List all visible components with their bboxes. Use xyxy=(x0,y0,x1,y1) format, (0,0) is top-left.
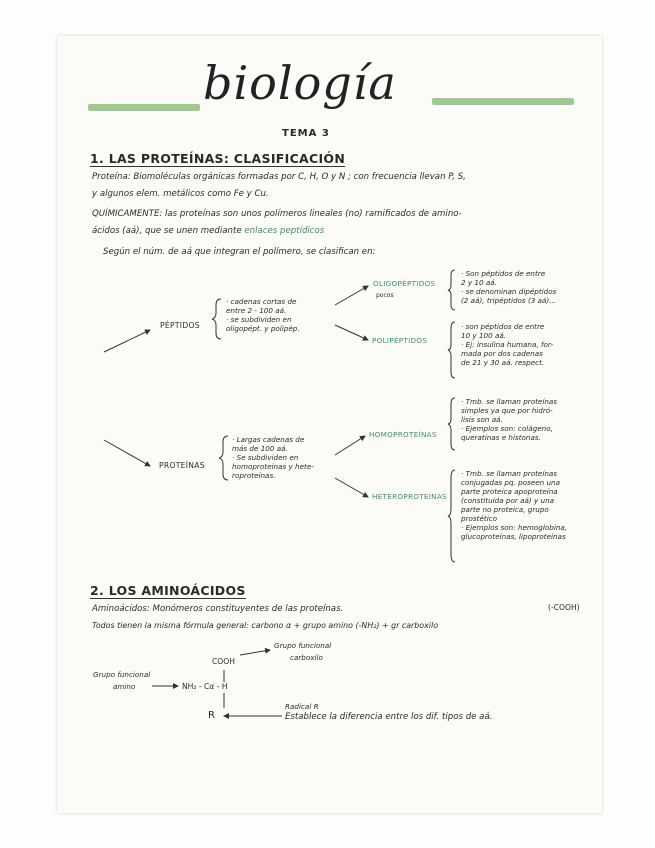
radical-r: R xyxy=(208,710,215,721)
polypeptides-label: POLIPÉPTIDOS xyxy=(372,336,428,345)
peptides-desc-line: · se subdividen en xyxy=(226,315,292,324)
polypeptides-description xyxy=(461,322,553,367)
hetero-desc-line: · Ejemplos son: hemoglobina, xyxy=(461,523,568,532)
peptides-desc-line: oligopépt. y polipép. xyxy=(226,324,300,333)
oligopeptides-description xyxy=(461,269,556,305)
oligo-desc-line: · se denominan dipéptidos xyxy=(461,287,557,296)
topic-label: TEMA 3 xyxy=(282,128,330,139)
proteins-label: PROTEÍNAS xyxy=(159,461,205,470)
peptides-description xyxy=(226,297,300,333)
hetero-desc-line: · Tmb. se llaman proteínas xyxy=(461,469,558,478)
proteins-desc-line: más de 100 aá. xyxy=(232,444,288,453)
peptides-desc-line: entre 2 - 100 aá. xyxy=(226,306,287,315)
proteins-desc-line: roproteínas. xyxy=(232,471,276,480)
proteins-description xyxy=(232,435,314,480)
poli-desc-line: · son péptidos de entre xyxy=(461,322,545,331)
section-1-heading: 1. LAS PROTEÍNAS: CLASIFICACIÓN xyxy=(90,151,346,166)
hetero-desc-line: parte no proteica, grupo xyxy=(461,505,549,514)
homo-desc-line: · Ejemplos son: colágeno, xyxy=(461,424,553,433)
oligopeptides-sublabel: pocos xyxy=(376,292,394,299)
heteroproteins-label: HETEROPROTEÍNAS xyxy=(372,492,447,501)
general-formula-line: Todos tienen la misma fórmula general: carbono α + grupo amino (-NH₂) + gr carboxilo xyxy=(92,621,439,630)
hetero-desc-line: prostético xyxy=(461,514,498,523)
hetero-desc-line: glucoproteínas, lipoproteínas xyxy=(461,532,566,541)
carboxyl-label-line1: Grupo funcional xyxy=(274,641,332,650)
nh2-c-h-line: NH₂ - Cα - H xyxy=(182,682,228,691)
chemically-line1: QUÍMICAMENTE: las proteínas son unos polímeros lineales (no) ramificados de amino- xyxy=(92,209,462,219)
peptides-label: PÉPTIDOS xyxy=(160,321,200,330)
proteins-desc-line: · Largas cadenas de xyxy=(232,435,305,444)
homo-desc-line: lisis son aá. xyxy=(461,415,503,424)
heteroproteins-description xyxy=(461,469,567,541)
hetero-desc-line: (constituida por aá) y una xyxy=(461,496,555,505)
cooh-group: COOH xyxy=(212,657,235,666)
poli-desc-line: de 21 y 30 aá. respect. xyxy=(461,358,545,367)
hetero-desc-line: conjugadas pq. poseen una xyxy=(461,478,561,487)
peptide-bonds-term: enlaces peptídicos xyxy=(244,226,325,236)
chemically-line2-text: ácidos (aá), que se unen mediante xyxy=(92,226,242,236)
poli-desc-line: · Ej: insulina humana, for- xyxy=(461,340,554,349)
amino-label-line2: amino xyxy=(113,682,136,691)
homo-desc-line: · Tmb. se llaman proteínas xyxy=(461,397,558,406)
homo-desc-line: simples ya que por hidró- xyxy=(461,406,553,415)
homoproteins-label: HOMOPROTEÍNAS xyxy=(369,430,437,439)
carboxyl-label-line2: carboxilo xyxy=(290,653,323,662)
homoproteins-description xyxy=(461,397,557,442)
oligo-desc-line: (2 aá), tripéptidos (3 aá)... xyxy=(461,296,557,305)
aminoacid-definition: Aminoácidos: Monómeros constituyentes de las proteínas. xyxy=(92,604,344,614)
poli-desc-line: 10 y 100 aá. xyxy=(461,331,507,340)
page-title: biología xyxy=(203,56,397,110)
radical-label: Radical R xyxy=(285,702,319,711)
classification-intro: Según el núm. de aá que integran el polímero, se clasifican en: xyxy=(103,247,376,257)
protein-definition-line1: Proteína: Biomoléculas orgánicas formadas por C, H, O y N ; con frecuencia llevan P, S, xyxy=(92,172,466,182)
proteins-desc-line: homoproteínas y hete- xyxy=(232,462,314,471)
poli-desc-line: mada por dos cadenas xyxy=(461,349,543,358)
oligo-desc-line: · Son péptidos de entre xyxy=(461,269,546,278)
protein-definition-line2: y algunos elem. metálicos como Fe y Cu. xyxy=(92,189,269,199)
peptides-desc-line: · cadenas cortas de xyxy=(226,297,297,306)
cooh-note: (-COOH) xyxy=(548,603,580,612)
radical-difference-note: Establece la diferencia entre los dif. tipos de aá. xyxy=(285,712,493,722)
hetero-desc-line: parte proteica apoproteína xyxy=(461,487,558,496)
section-2-heading: 2. LOS AMINOÁCIDOS xyxy=(90,583,246,598)
homo-desc-line: queratinas e histonas. xyxy=(461,433,541,442)
proteins-desc-line: · Se subdividen en xyxy=(232,453,299,462)
oligopeptides-label: OLIGOPÉPTIDOS xyxy=(373,279,436,288)
amino-label-line1: Grupo funcional xyxy=(93,670,151,679)
oligo-desc-line: 2 y 10 aá. xyxy=(461,278,497,287)
